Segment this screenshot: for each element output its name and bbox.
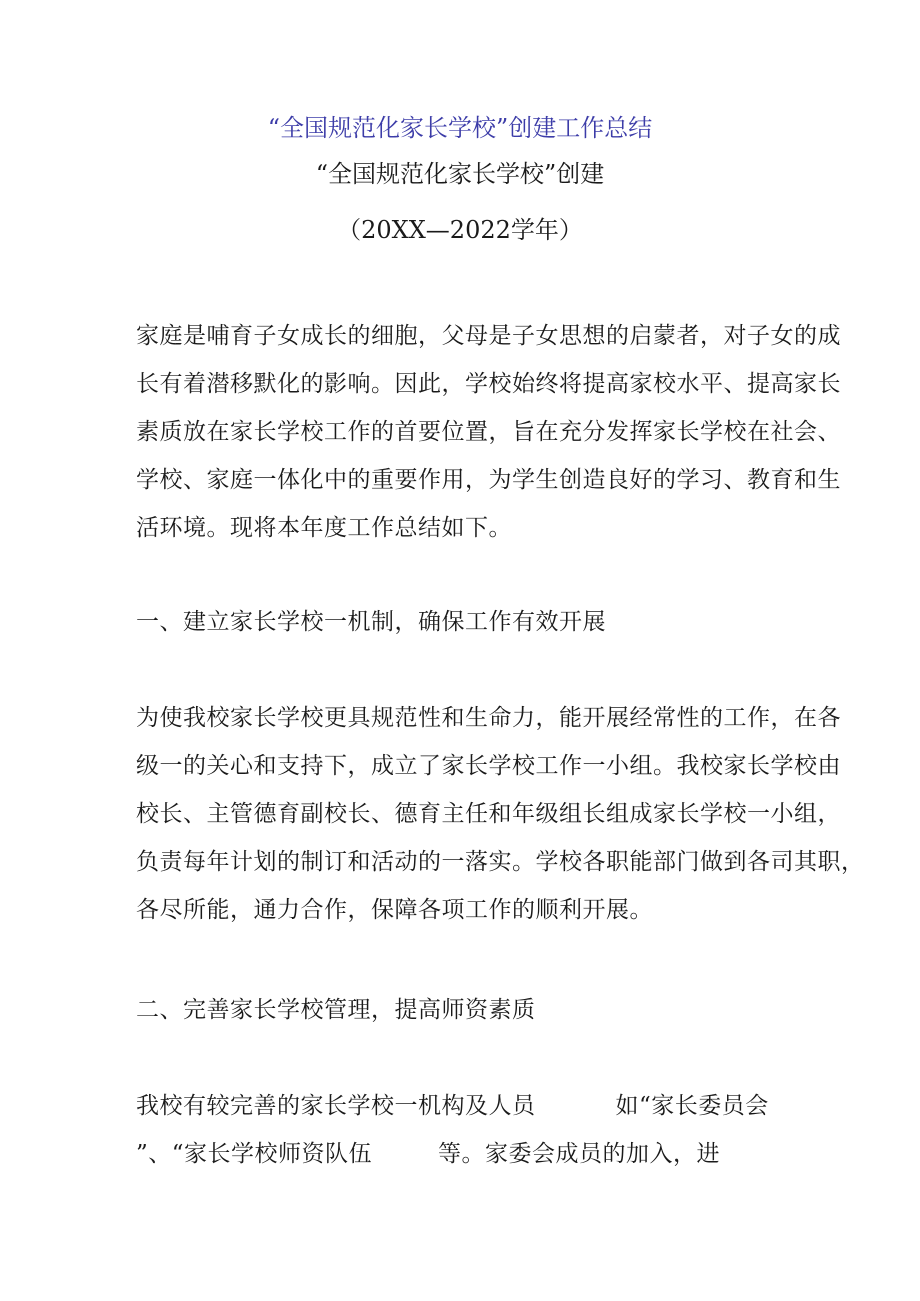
paragraph-line: 家庭是哺育子女成长的细胞，父母是子女思想的启蒙者，对子女的成 [136,323,841,349]
section2-line2-start: ”、“家长学校师资队伍 [136,1141,373,1167]
paragraph-line: 活环境。现将本年度工作总结如下。 [136,515,512,541]
paragraph-line: 各尽所能，通力合作，保障各项工作的顺利开展。 [136,897,653,923]
paragraph-line: 校长、主管德育副校长、德育主任和年级组长组成家长学校一小组， [136,801,841,827]
document-title: “全国规范化家长学校”创建工作总结 [267,114,653,142]
section2-line1-start: 我校有较完善的家长学校一机构及人员 [136,1093,536,1119]
document-subtitle: “全国规范化家长学校”创建 [315,160,605,188]
document-year: （20XX—2022学年） [337,216,583,244]
paragraph-line: 学校、家庭一体化中的重要作用，为学生创造良好的学习、教育和生 [136,467,841,493]
section1-heading: 一、建立家长学校一机制，确保工作有效开展 [136,609,606,635]
paragraph-line: 长有着潜移默化的影响。因此，学校始终将提高家校水平、提高家长 [136,371,841,397]
paragraph-line: 负责每年计划的制订和活动的一落实。学校各职能部门做到各司其职， [136,849,865,875]
section2-paragraph [136,1082,796,1178]
section2-line2-end: 等。家委会成员的加入，进 [438,1141,721,1167]
section2-heading: 二、完善家长学校管理，提高师资素质 [136,997,536,1023]
paragraph-line: 级一的关心和支持下，成立了家长学校工作一小组。我校家长学校由 [136,753,841,779]
section2-line1-end: 如“家长委员会 [615,1093,769,1119]
paragraph-line [136,1130,796,1178]
intro-paragraph [136,312,841,552]
paragraph-line [136,1082,796,1130]
paragraph-line: 素质放在家长学校工作的首要位置，旨在充分发挥家长学校在社会、 [136,419,841,445]
paragraph-line: 为使我校家长学校更具规范性和生命力，能开展经常性的工作，在各 [136,705,841,731]
section1-paragraph [136,694,865,934]
